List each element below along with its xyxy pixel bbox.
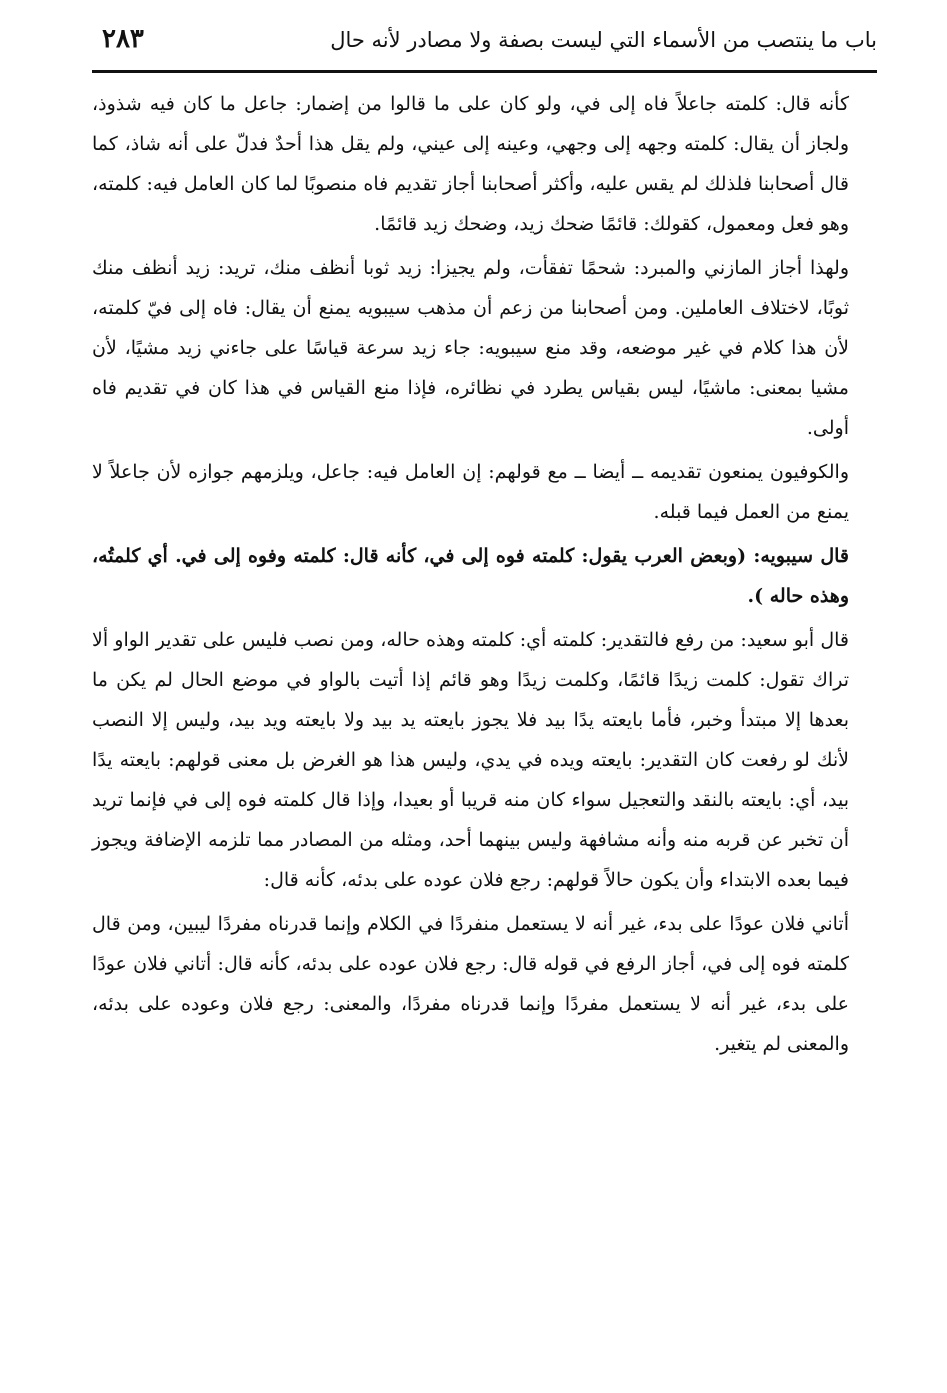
running-title: باب ما ينتصب من الأسماء التي ليست بصفة ولا مصادر لأنه حال <box>330 28 877 52</box>
paragraph-5: قال أبو سعيد: من رفع فالتقدير: كلمته أي: كلمته وهذه حاله، ومن نصب فليس على تقدير الواو ألا تراك تقول: كلمت زيدًا قائمًا، وكلمت زيدًا وهو قائم إذا أتيت بالواو في موضع الحال لم يكن ما بعدها إلا مبتدأ وخبر، فأما بايعته يدًا بيد فلا يجوز بايعته يد بيد ولا بايعته ويد بيد، وليس إلا النصب لأنك لو رفعت كان التقدير: بايعته ويده في يدي، وليس هذا هو الغرض بل معنى قولهم: بايعته يدًا بيد، أي: بايعته بالنقد والتعجيل سواء كان منه قريبا أو بعيدا، وإذا قال كلمته فوه إلى في فإنما تريد أن تخبر عن قربه منه وأنه مشافهة وليس بينهما أحد، ومثله من المصادر مما تلزمه الإضافة ويجوز فيما بعده الابتداء وأن يكون حالاً قولهم: رجع فلان عوده على بدئه، كأنه قال: <box>92 629 849 891</box>
paragraph-1: كأنه قال: كلمته جاعلاً فاه إلى في، ولو كان على ما قالوا من إضمار: جاعل ما كان فيه شذوذ، ولجاز أن يقال: كلمته وجهه إلى وجهي، وعينه إلى عيني، ولم يقل هذا أحدٌ فدلّ على أنه شاذ، كما قال أصحابنا فلذلك لم يقس عليه، وأكثر أصحابنا أجاز تقديم فاه منصوبًا لما كان العامل فيه: كلمته، وهو فعل ومعمول، كقولك: قائمًا ضحك زيد، وضحك زيد قائمًا. <box>92 93 849 235</box>
paragraph-2: ولهذا أجاز المازني والمبرد: شحمًا تفقأت، ولم يجيزا: زيد ثوبا أنظف منك، تريد: زيد أنظف منك ثوبًا، لاختلاف العاملين. ومن أصحابنا من زعم أن مذهب سيبويه يمنع أن يقال: فاه إلى فيّ كلمته، لأن هذا كلام في غير موضعه، وقد منع سيبويه: جاء زيد سرعة قياسًا على جاءني زيد مشيًا، لأن مشيا بمعنى: ماشيًا، ليس بقياس يطرد في نظائره، فإذا منع القياس في هذا كان في تقديم فاه أولى. <box>92 257 849 439</box>
paragraph-3: والكوفيون يمنعون تقديمه ــ أيضا ــ مع قولهم: إن العامل فيه: جاعل، ويلزمهم جوازه لأن جاعلاً لا يمنع من العمل فيما قبله. <box>92 461 849 523</box>
body-text <box>92 84 849 1064</box>
paragraph-4-quote: قال سيبويه: (وبعض العرب يقول: كلمته فوه إلى في، كأنه قال: كلمته وفوه إلى في. أي كلمتُه، وهذه حاله ). <box>92 545 849 607</box>
page-number: ٢٨٣ <box>102 24 144 54</box>
paragraph-6: أتاني فلان عودًا على بدء، غير أنه لا يستعمل منفردًا في الكلام وإنما قدرناه مفردًا ليبين، ومن قال كلمته فوه إلى في، أجاز الرفع في قوله قال: رجع فلان عوده على بدئه، كأنه قال: أتاني فلان عودًا على بدء، غير أنه لا يستعمل مفردًا وإنما قدرناه مفردًا، والمعنى: رجع فلان وعوده على بدئه، والمعنى لم يتغير. <box>92 913 849 1055</box>
page-header <box>92 22 877 73</box>
